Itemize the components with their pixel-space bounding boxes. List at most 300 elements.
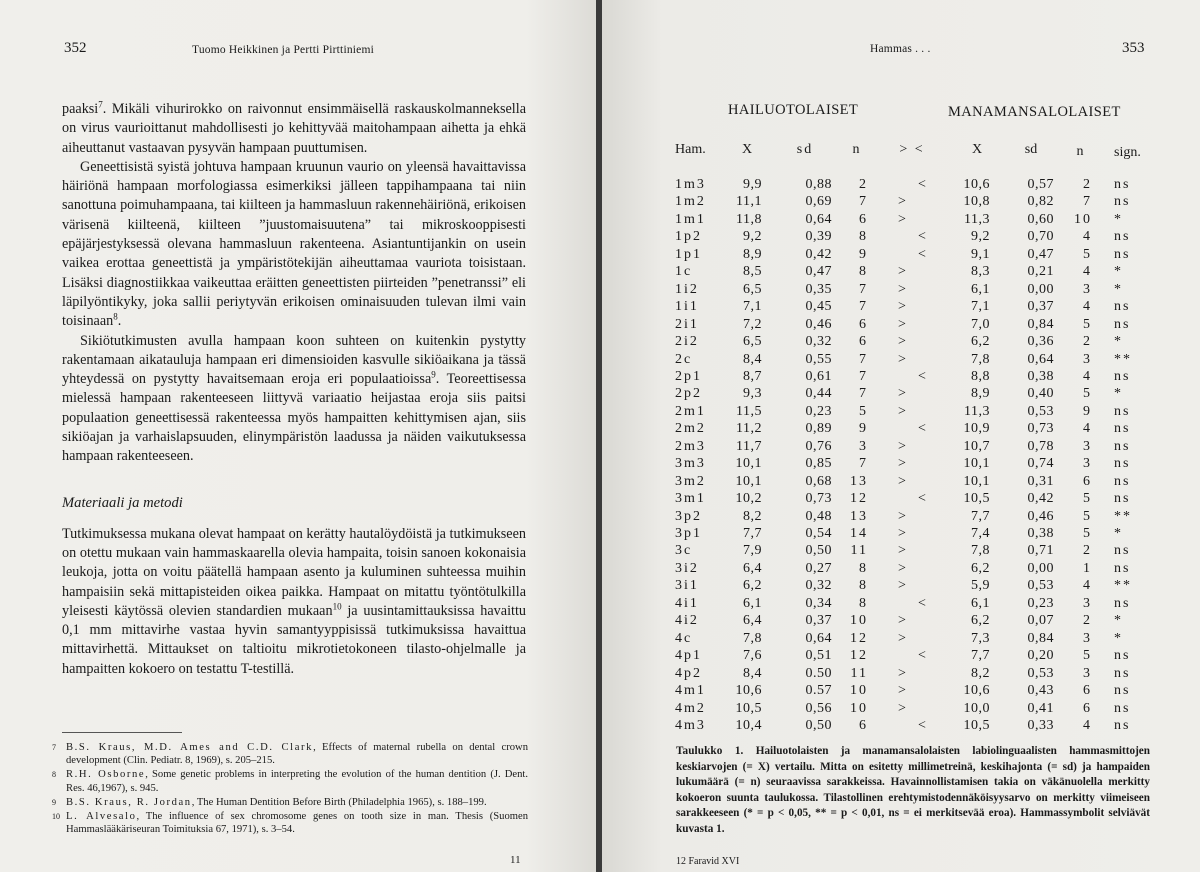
cell-ham: 3i2	[675, 560, 699, 576]
cell-sd-hailuoto: 0,42	[805, 246, 832, 262]
cell-ham: 4m1	[675, 683, 706, 699]
cell-sign: ns	[1114, 194, 1131, 210]
cell-ham: 2i1	[675, 316, 699, 332]
footnote: 8 R.H. Osborne, Some genetic problems in interpreting the evolution of the human dentition (J. Dent. Res. 46,1967), s. 945.	[52, 769, 528, 794]
table-row	[602, 542, 1200, 560]
cell-sd-manamansalo: 0,57	[1027, 177, 1054, 192]
cell-sd-hailuoto: 0,85	[805, 456, 832, 472]
cell-sd-manamansalo: 0,53	[1027, 578, 1054, 594]
cell-ham: 4i2	[675, 613, 699, 629]
cell-x-hailuoto: 7,9	[743, 543, 762, 559]
cell-sd-hailuoto: 0,44	[805, 386, 832, 402]
cell-sd-hailuoto: 0,89	[805, 421, 832, 437]
cell-sign: ns	[1114, 177, 1131, 192]
cell-n-manamansalo: 3	[1083, 281, 1092, 297]
cell-sd-manamansalo: 0,60	[1027, 211, 1054, 227]
cell-n-manamansalo: 3	[1083, 630, 1092, 646]
cell-sign: *	[1114, 613, 1123, 629]
table-row	[602, 525, 1200, 543]
cell-n-manamansalo: 2	[1083, 334, 1092, 350]
cell-n-hailuoto: 7	[859, 281, 868, 297]
cell-sd-manamansalo: 0,46	[1027, 508, 1054, 524]
cell-sd-manamansalo: 0,84	[1027, 316, 1054, 332]
cell-n-manamansalo: 5	[1083, 386, 1092, 402]
table-row	[602, 368, 1200, 386]
cell-ham: 2c	[675, 351, 693, 367]
right-page	[602, 0, 1200, 872]
cell-x-manamansalo: 7,4	[971, 526, 990, 541]
cell-x-manamansalo: 10,9	[963, 421, 990, 437]
cell-n-hailuoto: 12	[850, 630, 868, 646]
cell-ham: 1m3	[675, 177, 706, 192]
cell-sd-hailuoto: 0,64	[805, 211, 832, 227]
cell-sd-hailuoto: 0,47	[805, 264, 832, 280]
cell-x-manamansalo: 7,3	[971, 630, 990, 646]
cell-x-hailuoto: 10,4	[735, 717, 762, 733]
cell-sd-hailuoto: 0,56	[805, 700, 832, 716]
cell-x-manamansalo: 10,7	[963, 438, 990, 454]
cell-sign: ns	[1114, 299, 1131, 315]
cell-sd-hailuoto: 0,23	[805, 403, 832, 419]
table-row	[602, 630, 1200, 648]
cell-n-manamansalo: 6	[1083, 700, 1092, 716]
cell-sd-hailuoto: 0,50	[805, 543, 832, 559]
table-row	[602, 438, 1200, 456]
cell-sd-hailuoto: 0,88	[805, 177, 832, 192]
cell-sd-manamansalo: 0,53	[1027, 403, 1054, 419]
footnote: 7 B.S. Kraus, M.D. Ames and C.D. Clark, Effects of maternal rubella on dental crown development (Clin. Pediatr. 8, 1969), s. 205–215.	[52, 742, 528, 767]
cell-ham: 3c	[675, 543, 693, 559]
cell-sign: ns	[1114, 543, 1131, 559]
cell-x-manamansalo: 10,1	[963, 473, 990, 489]
cell-sign: *	[1114, 281, 1123, 297]
cell-x-hailuoto: 6,4	[743, 560, 762, 576]
table-row	[602, 700, 1200, 718]
cell-n-hailuoto: 7	[859, 456, 868, 472]
cell-sd-manamansalo: 0,71	[1027, 543, 1054, 559]
cell-sd-manamansalo: 0,84	[1027, 630, 1054, 646]
cell-x-hailuoto: 7,7	[743, 526, 762, 541]
cell-ham: 2p1	[675, 368, 702, 384]
cell-x-hailuoto: 6,2	[743, 578, 762, 594]
cell-n-manamansalo: 2	[1083, 613, 1092, 629]
cell-x-hailuoto: 6,4	[743, 613, 762, 629]
table-row	[602, 351, 1200, 369]
paragraph-4: Tutkimuksessa mukana olevat hampaat on kerätty hautalöydöistä ja tutkimukseen on otettu mukaan vain hammaskaarella olevia hampaita, toisin sanoen kokonaisia leukoja, jotta on voitu päätellä hampaan asento ja kuluminen suhteessa muihin hampaisiin sekä mittapisteiden oikea paikka. Hampaat on mitattu työntötulkilla yleisesti käytössä olevien standardien mukaan$^{10}$ ja uusintamittauksissa havaittu 0,1 mm mittavirhe vastaa hyvin samantyyppisissä tutkimuksissa havaittua mittavirhettä. Mittaukset on taltioitu mikrotietokoneen tilasto-ohjelmalle ja hampaitten kokoero on testattu T-testillä.	[62, 525, 526, 677]
cell-n-manamansalo: 3	[1083, 456, 1092, 472]
cell-compare: >	[898, 456, 906, 472]
cell-x-manamansalo: 8,3	[971, 264, 990, 280]
cell-x-manamansalo: 6,1	[971, 281, 990, 297]
cell-sd-hailuoto: 0,73	[805, 491, 832, 507]
cell-sd-hailuoto: 0,76	[805, 438, 832, 454]
cell-ham: 4p1	[675, 648, 702, 664]
cell-n-hailuoto: 11	[850, 543, 868, 559]
cell-sd-manamansalo: 0,33	[1027, 717, 1054, 733]
cell-n-manamansalo: 3	[1083, 595, 1092, 611]
cell-x-hailuoto: 7,6	[743, 648, 762, 664]
cell-sign: ns	[1114, 456, 1131, 472]
cell-compare: <	[918, 595, 926, 611]
cell-n-hailuoto: 7	[859, 386, 868, 402]
col-header-compare: > <	[899, 142, 925, 157]
cell-sd-hailuoto: 0,55	[805, 351, 832, 367]
cell-x-hailuoto: 10,1	[735, 456, 762, 472]
cell-n-manamansalo: 9	[1083, 403, 1092, 419]
cell-ham: 1c	[675, 264, 693, 280]
cell-x-manamansalo: 8,9	[971, 386, 990, 402]
cell-sd-manamansalo: 0,82	[1027, 194, 1054, 210]
footnote-ref-8: 8	[113, 311, 118, 322]
cell-x-manamansalo: 11,3	[964, 403, 990, 419]
cell-ham: 2p2	[675, 386, 702, 402]
cell-x-hailuoto: 8,2	[743, 508, 762, 524]
col-header-x1: X	[741, 142, 753, 157]
cell-sign: ns	[1114, 473, 1131, 489]
cell-sd-hailuoto: 0,45	[805, 299, 832, 315]
cell-n-hailuoto: 9	[859, 246, 868, 262]
cell-sign: ns	[1114, 648, 1131, 664]
table-row	[602, 595, 1200, 613]
cell-sign: *	[1114, 386, 1123, 402]
table-row	[602, 420, 1200, 438]
cell-x-manamansalo: 10,1	[963, 456, 990, 472]
cell-sd-hailuoto: 0,32	[805, 334, 832, 350]
cell-n-hailuoto: 10	[850, 700, 868, 716]
cell-sd-hailuoto: 0,32	[805, 578, 832, 594]
table-row	[602, 176, 1200, 194]
col-header-ham: Ham.	[675, 142, 706, 157]
cell-sign: *	[1114, 526, 1123, 541]
cell-compare: <	[918, 368, 926, 384]
cell-n-hailuoto: 8	[859, 578, 868, 594]
cell-n-hailuoto: 8	[859, 560, 868, 576]
cell-sign: ns	[1114, 403, 1131, 419]
cell-n-manamansalo: 3	[1083, 665, 1092, 681]
table-row	[602, 612, 1200, 630]
cell-n-hailuoto: 12	[850, 491, 868, 507]
table-row	[602, 211, 1200, 229]
cell-ham: 3p1	[675, 526, 702, 541]
cell-compare: <	[918, 177, 926, 192]
cell-x-hailuoto: 8,4	[743, 665, 762, 681]
cell-n-hailuoto: 6	[859, 334, 868, 350]
cell-x-hailuoto: 8,7	[743, 368, 762, 384]
cell-n-manamansalo: 7	[1083, 194, 1092, 210]
cell-ham: 3m3	[675, 456, 706, 472]
cell-compare: >	[898, 683, 906, 699]
cell-n-hailuoto: 8	[859, 264, 868, 280]
table-row	[602, 193, 1200, 211]
cell-sign: ns	[1114, 665, 1131, 681]
cell-compare: >	[898, 403, 906, 419]
cell-sd-manamansalo: 0,00	[1027, 560, 1054, 576]
cell-sign: **	[1114, 578, 1132, 594]
cell-x-hailuoto: 10,5	[735, 700, 762, 716]
table-row	[602, 473, 1200, 491]
cell-x-manamansalo: 6,2	[971, 560, 990, 576]
cell-n-hailuoto: 7	[859, 368, 868, 384]
cell-sd-manamansalo: 0,37	[1027, 299, 1054, 315]
cell-sign: ns	[1114, 560, 1131, 576]
footnotes	[52, 741, 528, 837]
cell-n-manamansalo: 2	[1083, 177, 1092, 192]
cell-n-manamansalo: 10	[1074, 211, 1092, 227]
cell-compare: >	[898, 508, 906, 524]
table-row	[602, 560, 1200, 578]
right-signature: 12 Faravid XVI	[676, 856, 740, 867]
cell-compare: >	[898, 560, 906, 576]
table-row	[602, 385, 1200, 403]
cell-sign: **	[1114, 351, 1132, 367]
table-row	[602, 298, 1200, 316]
cell-ham: 1i1	[675, 299, 699, 315]
cell-sd-manamansalo: 0,38	[1027, 368, 1054, 384]
cell-ham: 2m2	[675, 421, 706, 437]
cell-n-manamansalo: 4	[1083, 368, 1092, 384]
cell-sd-manamansalo: 0,73	[1027, 421, 1054, 437]
cell-x-hailuoto: 11,8	[736, 211, 762, 227]
cell-x-hailuoto: 7,2	[743, 316, 762, 332]
table-row	[602, 455, 1200, 473]
cell-x-manamansalo: 7,7	[971, 508, 990, 524]
cell-x-manamansalo: 6,2	[971, 613, 990, 629]
cell-sign: *	[1114, 334, 1123, 350]
cell-sign: ns	[1114, 595, 1131, 611]
cell-compare: >	[898, 299, 906, 315]
cell-compare: >	[898, 211, 906, 227]
cell-n-manamansalo: 4	[1083, 299, 1092, 315]
table-row	[602, 647, 1200, 665]
cell-sd-hailuoto: 0,35	[805, 281, 832, 297]
paragraph-2: Geneettisistä syistä johtuva hampaan kruunun vaurio on yleensä havaittavissa häiriönä hampaan morfologiassa esimerkiksi jälleen tappihampaana tai niin sanottuna poimuhampaana, tai kiilteen ja hammasluun rakennehäiriönä, erikoisen värisenä kiilteenä, kiilteen ”juustomaisuutena” tai mikroskooppisesti epäjärjestyksessä olevana hammasluun rakenteena. Asiantuntijankin on usein vaikea erottaa geneettistä ja ympäristötekijän aiheuttamaa vauriota toisistaan. Lisäksi diagnostiikkaa vaikeuttaa eräitten geneettisten piirteiden ”penetranssi” eli läpilyöntikyky, joka sallii periytyvän erikoisen ominaisuuden tulevan ilmi vain toisinaan$^8$.	[62, 158, 526, 330]
cell-x-hailuoto: 10,1	[735, 473, 762, 489]
table-row	[602, 316, 1200, 334]
cell-sd-hailuoto: 0,37	[805, 613, 832, 629]
cell-n-manamansalo: 4	[1083, 717, 1092, 733]
cell-ham: 1i2	[675, 281, 699, 297]
cell-sign: **	[1114, 508, 1132, 524]
cell-n-hailuoto: 7	[859, 194, 868, 210]
cell-x-manamansalo: 7,1	[971, 299, 990, 315]
cell-sd-manamansalo: 0,23	[1027, 595, 1054, 611]
cell-x-hailuoto: 11,1	[736, 194, 762, 210]
cell-x-manamansalo: 8,8	[971, 368, 990, 384]
cell-ham: 4i1	[675, 595, 699, 611]
cell-n-hailuoto: 7	[859, 299, 868, 315]
cell-compare: >	[898, 700, 906, 716]
cell-sd-hailuoto: 0,61	[805, 368, 832, 384]
cell-ham: 3i1	[675, 578, 699, 594]
cell-x-manamansalo: 7,7	[971, 648, 990, 664]
cell-sd-manamansalo: 0,00	[1027, 281, 1054, 297]
table-row	[602, 228, 1200, 246]
right-page-number: 353	[1122, 40, 1145, 56]
cell-x-hailuoto: 9,9	[743, 177, 762, 192]
footnote: 10 L. Alvesalo, The influence of sex chromosome genes on tooth size in man. Thesis (Suomen Hammaslääkäriseuran Toimituksia 67, 1971), s. 3–54.	[52, 811, 528, 836]
cell-compare: >	[898, 281, 906, 297]
cell-x-manamansalo: 6,2	[971, 334, 990, 350]
cell-compare: >	[898, 194, 906, 210]
cell-n-hailuoto: 13	[850, 508, 868, 524]
cell-sd-manamansalo: 0,41	[1027, 700, 1054, 716]
cell-sign: ns	[1114, 700, 1131, 716]
cell-n-manamansalo: 5	[1083, 246, 1092, 262]
cell-sign: ns	[1114, 683, 1131, 699]
cell-sd-hailuoto: 0.50	[805, 665, 832, 681]
cell-sd-hailuoto: 0,46	[805, 316, 832, 332]
cell-n-manamansalo: 3	[1083, 438, 1092, 454]
cell-x-hailuoto: 9,3	[743, 386, 762, 402]
cell-sd-manamansalo: 0,21	[1027, 264, 1054, 280]
cell-sd-manamansalo: 0,36	[1027, 334, 1054, 350]
cell-sd-manamansalo: 0,38	[1027, 526, 1054, 541]
cell-n-manamansalo: 4	[1083, 578, 1092, 594]
cell-sd-manamansalo: 0,47	[1027, 246, 1054, 262]
cell-sign: ns	[1114, 229, 1131, 245]
col-header-n1: n	[852, 142, 860, 157]
cell-compare: <	[918, 421, 926, 437]
cell-compare: >	[898, 613, 906, 629]
footnote-rule	[62, 732, 182, 733]
cell-sd-hailuoto: 0.57	[805, 683, 832, 699]
table-row	[602, 263, 1200, 281]
cell-sd-hailuoto: 0,27	[805, 560, 832, 576]
cell-compare: >	[898, 264, 906, 280]
table-row	[602, 490, 1200, 508]
cell-sd-manamansalo: 0,53	[1027, 665, 1054, 681]
left-running-head: Tuomo Heikkinen ja Pertti Pirttiniemi	[192, 44, 375, 56]
cell-n-hailuoto: 6	[859, 316, 868, 332]
cell-compare: >	[898, 543, 906, 559]
table-caption: Taulukko 1. Hailuotolaisten ja manamansalolaisten labiolinguaalisten hammasmittojen keskiarvojen (= X) vertailu. Mitta on esitetty millimetreinä, keskihajonta (= sd) ja hampaiden lukumäärä (= n) seuraavissa sarakkeissa. Havainnollistamisen takia on väkänuolella merkitty kokoeron suunta taulukossa. Tilastollinen erehtymistodennäköisyysarvo on merkitty viimeiseen sarakkeeseen (* = p < 0,05, ** = p < 0,01, ns = ei merkitsevää eroa). Hammassymbolit selviävät kuvasta 1.	[676, 745, 1150, 835]
table-row	[602, 281, 1200, 299]
cell-sd-hailuoto: 0,39	[805, 229, 832, 245]
cell-sd-manamansalo: 0,42	[1027, 491, 1054, 507]
cell-sign: ns	[1114, 316, 1131, 332]
section-title: Materiaali ja metodi	[62, 494, 183, 511]
cell-sign: ns	[1114, 246, 1131, 262]
cell-x-hailuoto: 9,2	[743, 229, 762, 245]
cell-x-hailuoto: 7,8	[743, 630, 762, 646]
cell-ham: 1p2	[675, 229, 702, 245]
cell-sd-manamansalo: 0,40	[1027, 386, 1054, 402]
cell-x-manamansalo: 10,8	[963, 194, 990, 210]
cell-x-hailuoto: 8,4	[743, 351, 762, 367]
cell-x-hailuoto: 6,1	[743, 595, 762, 611]
cell-ham: 3p2	[675, 508, 702, 524]
paragraph-3: Sikiötutkimusten avulla hampaan koon suhteen on kuitenkin pystytty rakentamaan aikatauluja hampaan eri dimensioiden kasvulle sikiöaikana ja tässä yhteydessä on pystytty havaitsemaan eroja eri populaatioissa$^9$. Teoreettisessa mielessä hampaan rakenteeseen liittyvä variaatio heijastaa eroja siis paitsi populaation geneettisessä rakenteessa myös hampaitten kehittymisen ajan, siis sikiöajan ja varhaislapsuuden, elinympäristön laadussa ja näiden vaikutuksessa hampaan rakenteeseen.	[62, 332, 526, 465]
cell-ham: 4c	[675, 630, 693, 646]
cell-sd-manamansalo: 0,78	[1027, 438, 1054, 454]
cell-sign: *	[1114, 211, 1123, 227]
footnote-ref-7: 7	[98, 99, 103, 110]
cell-n-manamansalo: 4	[1083, 264, 1092, 280]
cell-ham: 2i2	[675, 334, 699, 350]
col-header-n2: n	[1076, 144, 1084, 159]
cell-compare: <	[918, 491, 926, 507]
cell-ham: 1m1	[675, 211, 706, 227]
cell-x-manamansalo: 10,5	[963, 717, 990, 733]
footnote-ref-9: 9	[431, 369, 436, 380]
group-label-manamansalo: MANAMANSALOLAISET	[948, 104, 1121, 120]
cell-x-manamansalo: 7,0	[971, 316, 990, 332]
table-row	[602, 682, 1200, 700]
cell-n-manamansalo: 3	[1083, 351, 1092, 367]
cell-ham: 3m1	[675, 491, 706, 507]
cell-compare: >	[898, 386, 906, 402]
cell-compare: >	[898, 630, 906, 646]
cell-x-hailuoto: 8,9	[743, 246, 762, 262]
cell-compare: >	[898, 438, 906, 454]
cell-x-hailuoto: 11,7	[736, 438, 762, 454]
cell-sd-manamansalo: 0,70	[1027, 229, 1054, 245]
cell-x-manamansalo: 10,6	[963, 683, 990, 699]
cell-sign: *	[1114, 630, 1123, 646]
cell-n-hailuoto: 9	[859, 421, 868, 437]
cell-n-hailuoto: 13	[850, 473, 868, 489]
cell-sd-hailuoto: 0,48	[805, 508, 832, 524]
cell-ham: 3m2	[675, 473, 706, 489]
group-label-hailuoto: HAILUOTOLAISET	[728, 102, 859, 118]
cell-x-manamansalo: 10,6	[963, 177, 990, 192]
cell-ham: 1m2	[675, 194, 706, 210]
cell-n-hailuoto: 8	[859, 229, 868, 245]
cell-ham: 2m1	[675, 403, 706, 419]
col-header-sign: sign.	[1114, 145, 1141, 160]
cell-ham: 4m2	[675, 700, 706, 716]
paragraph-1: paaksi$^7$. Mikäli vihurirokko on raivonnut ensimmäisellä raskauskolmanneksella on virus vaurioittanut mahdollisesti jo kehittyvää maitohampaan aihetta ja ehkä aiheuttanut vastaavan pysyvän hampaan puuttumisen.	[62, 99, 526, 156]
cell-sd-hailuoto: 0,51	[805, 648, 832, 664]
cell-x-hailuoto: 6,5	[743, 334, 762, 350]
table-row	[602, 403, 1200, 421]
col-header-sd1: sd	[796, 142, 814, 157]
cell-n-manamansalo: 5	[1083, 648, 1092, 664]
cell-compare: >	[898, 316, 906, 332]
cell-sd-manamansalo: 0,07	[1027, 613, 1054, 629]
cell-x-manamansalo: 7,8	[971, 543, 990, 559]
cell-compare: >	[898, 665, 906, 681]
table-row	[602, 665, 1200, 683]
cell-n-hailuoto: 10	[850, 683, 868, 699]
cell-sd-hailuoto: 0,34	[805, 595, 832, 611]
cell-sd-hailuoto: 0,64	[805, 630, 832, 646]
cell-sign: ns	[1114, 438, 1131, 454]
cell-n-manamansalo: 6	[1083, 473, 1092, 489]
col-header-x2: X	[971, 142, 983, 157]
cell-x-hailuoto: 6,5	[743, 281, 762, 297]
col-header-sd2: sd	[1024, 142, 1038, 157]
cell-n-manamansalo: 5	[1083, 526, 1092, 541]
cell-x-hailuoto: 10,2	[735, 491, 762, 507]
footnote-ref-10: 10	[332, 601, 342, 612]
cell-n-hailuoto: 8	[859, 595, 868, 611]
cell-x-hailuoto: 11,5	[736, 403, 762, 419]
cell-sign: *	[1114, 264, 1123, 280]
cell-x-manamansalo: 9,1	[971, 246, 990, 262]
cell-compare: <	[918, 246, 926, 262]
cell-n-hailuoto: 6	[859, 717, 868, 733]
cell-n-manamansalo: 5	[1083, 491, 1092, 507]
left-page	[0, 0, 598, 872]
table-row	[602, 246, 1200, 264]
cell-n-hailuoto: 3	[859, 438, 868, 454]
cell-n-hailuoto: 6	[859, 211, 868, 227]
cell-n-manamansalo: 5	[1083, 508, 1092, 524]
cell-sd-hailuoto: 0,69	[805, 194, 832, 210]
cell-ham: 4p2	[675, 665, 702, 681]
cell-sd-hailuoto: 0,50	[805, 717, 832, 733]
